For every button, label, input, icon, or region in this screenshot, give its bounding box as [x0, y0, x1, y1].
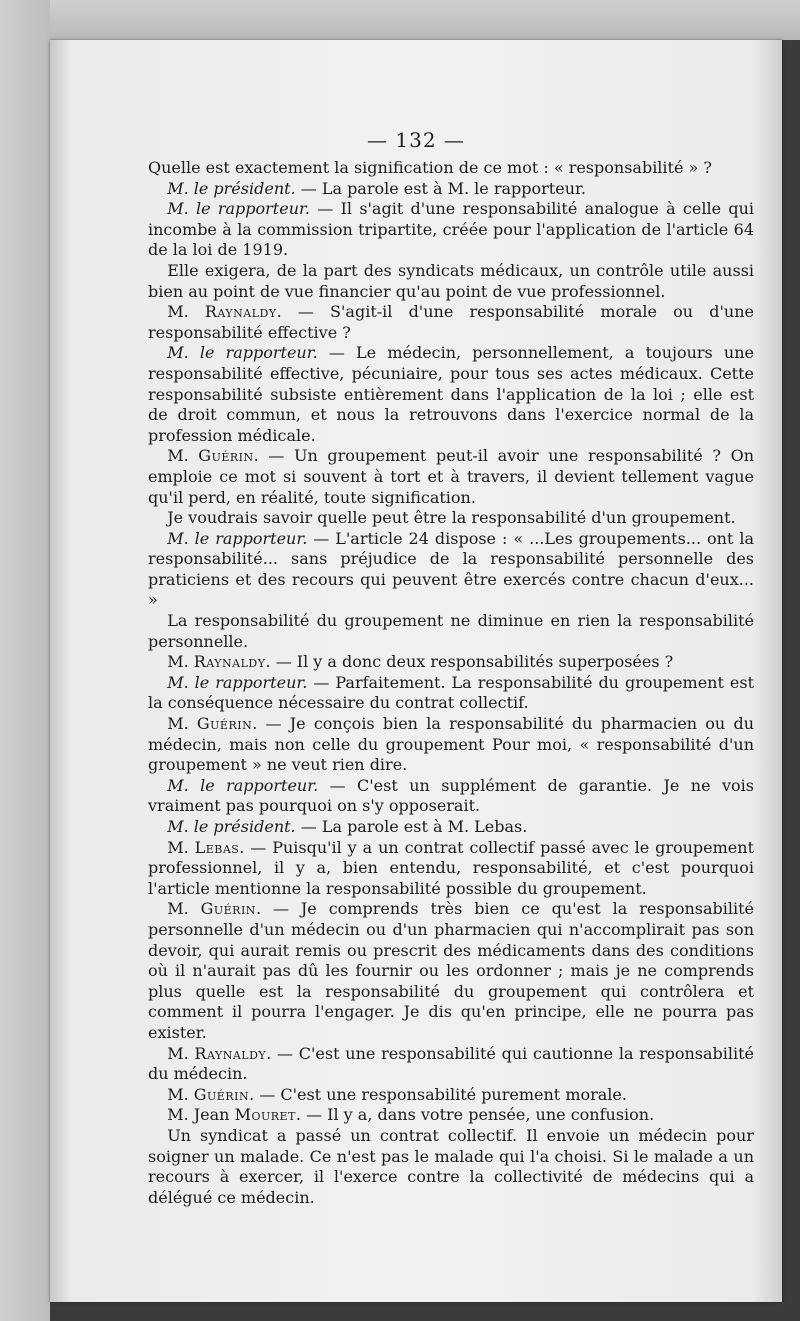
paragraph	[148, 179, 754, 200]
paragraph-text: Un syndicat a passé un contrat collectif. Il envoie un médecin pour soigner un malade. Ce n'est pas le malade qui l'a choisi. Si le malade a un recours à exercer, il l'exerce contre la collectivité de médecins qui a délégué ce médecin.	[148, 1125, 754, 1207]
paragraph-text: . — Il y a, dans votre pensée, une confusion.	[295, 1105, 655, 1125]
paragraph	[148, 343, 754, 446]
speaker-name: Raynaldy	[204, 302, 277, 322]
paragraph-text: — Parfaitement. La responsabilité du groupement est la conséquence nécessaire du contrat collectif.	[148, 672, 755, 713]
speaker-role: M. le rapporteur.	[167, 528, 308, 548]
paragraph	[148, 508, 754, 529]
paragraph	[148, 1105, 754, 1126]
paragraph-text: — C'est un supplément de garantie. Je ne vois vraiment pas pourquoi on s'y opposerait.	[148, 775, 754, 816]
paragraph-text: M.	[167, 837, 195, 857]
paragraph	[148, 838, 754, 900]
speaker-name: Raynaldy	[193, 652, 266, 672]
page-number: — 132 —	[367, 128, 465, 152]
paragraph-text: — La parole est à M. le rapporteur.	[295, 178, 586, 198]
paragraph-text: — Le médecin, personnellement, a toujours une responsabilité effective, pécuniaire, pour tous ses actes médicaux. Cette responsabilité subsiste entièrement dans l'application de la loi ; elle est de droit commun, et nous la retrouvons dans l'exercice normal de la profession médicale.	[148, 343, 755, 445]
speaker-name: Raynaldy	[194, 1043, 267, 1063]
paragraph	[148, 302, 754, 343]
speaker-name: Guérin	[196, 714, 253, 734]
paragraph-text: M.	[167, 446, 199, 466]
paragraph	[148, 261, 754, 302]
paragraph-text: . — Je comprends très bien ce qu'est la responsabilité personnelle d'un médecin ou d'un pharmacien qui n'accomplirait pas son devoir, qui aurait remis ou prescrit des médicaments dans des conditions où il n'aurait pas dû les fournir ou les ordonner ; mais je ne comprends plus quelle est la responsabilité du groupement qui contrôlera et comment il pourra l'engager. Je dis qu'en principe, elle ne pourra pas exister.	[148, 899, 754, 1042]
speaker-name: Guérin	[193, 1084, 250, 1104]
paragraph	[148, 199, 754, 261]
paragraph-text: . — Il y a donc deux responsabilités superposées ?	[265, 652, 674, 672]
paragraph	[148, 776, 754, 817]
paragraph-text: Je voudrais savoir quelle peut être la responsabilité d'un groupement.	[167, 508, 736, 528]
speaker-role: M. le président.	[167, 178, 296, 198]
paragraph-text: M.	[167, 1043, 195, 1063]
paragraph	[148, 714, 754, 776]
paragraph-text: M.	[167, 899, 201, 919]
paragraph	[148, 611, 754, 652]
paragraph-text: . — Un groupement peut-il avoir une responsabilité ? On emploie ce mot si souvent à tort et à travers, il devient tellement vague qu'il perd, en réalité, toute signification.	[148, 446, 755, 507]
paragraph	[148, 158, 754, 179]
speaker-role: M. le président.	[167, 817, 296, 836]
speaker-role: M. le rapporteur.	[167, 343, 318, 363]
paragraph-text: . — S'agit-il d'une responsabilité morale ou d'une responsabilité effective ?	[148, 302, 754, 342]
paragraph	[148, 1044, 754, 1085]
paragraph-text: La responsabilité du groupement ne diminue en rien la responsabilité personnelle.	[148, 611, 754, 651]
paragraph	[148, 652, 754, 673]
speaker-role: M. le rapporteur.	[167, 199, 310, 219]
paragraph-text: . — Puisqu'il y a un contrat collectif passé avec le groupement professionnel, il y a, bien entendu, responsabilité, et c'est pourquoi l'article mentionne la responsabilité possible du groupement.	[148, 837, 754, 898]
speaker-name: Guérin	[198, 446, 254, 466]
paragraph	[148, 1085, 754, 1106]
paragraph-text: M.	[167, 714, 197, 734]
page-body-text	[148, 158, 754, 1208]
speaker-name: Lebas	[194, 837, 240, 857]
speaker-role: M. le rapporteur.	[167, 672, 308, 692]
paragraph-text: . — C'est une responsabilité qui cautionne la responsabilité du médecin.	[148, 1043, 755, 1084]
speaker-role: M. le rapporteur.	[167, 775, 319, 795]
paragraph	[148, 529, 754, 611]
paragraph	[148, 446, 754, 508]
scan-background-top	[0, 0, 800, 40]
paragraph-text: — L'article 24 dispose : « ...Les groupements... ont la responsabilité... sans préjudice de la responsabilité personnelle des praticiens et des recours qui peuvent être exercés contre chacun d'eux... »	[148, 528, 755, 610]
paragraph-text: — Il s'agit d'une responsabilité analogue à celle qui incombe à la commission tripartite, créée pour l'application de l'article 64 de la loi de 1919.	[148, 199, 755, 260]
paragraph-text: Elle exigera, de la part des syndicats médicaux, un contrôle utile aussi bien au point de vue financier qu'au point de vue professionnel.	[148, 260, 754, 301]
paragraph-text: . — C'est une responsabilité purement morale.	[249, 1084, 627, 1104]
paragraph-text: . — Je conçois bien la responsabilité du pharmacien ou du médecin, mais non celle du groupement Pour moi, « responsabilité d'un groupement » ne veut rien dire.	[148, 714, 754, 775]
paragraph-text: — La parole est à M. Lebas.	[295, 817, 528, 836]
paragraph-text: Quelle est exactement la signification de ce mot : « responsabilité » ?	[148, 158, 712, 177]
paragraph-text: M.	[167, 1084, 194, 1104]
speaker-name: Mouret	[234, 1105, 296, 1125]
scan-background-left	[0, 0, 50, 1321]
paragraph	[148, 899, 754, 1043]
paragraph	[148, 673, 754, 714]
paragraph	[148, 817, 754, 838]
paragraph	[148, 1126, 754, 1208]
paragraph-text: M.	[167, 652, 194, 672]
speaker-name: Guérin	[200, 899, 256, 919]
paragraph-text: M. Jean	[167, 1105, 235, 1125]
paragraph-text: M.	[167, 302, 205, 322]
